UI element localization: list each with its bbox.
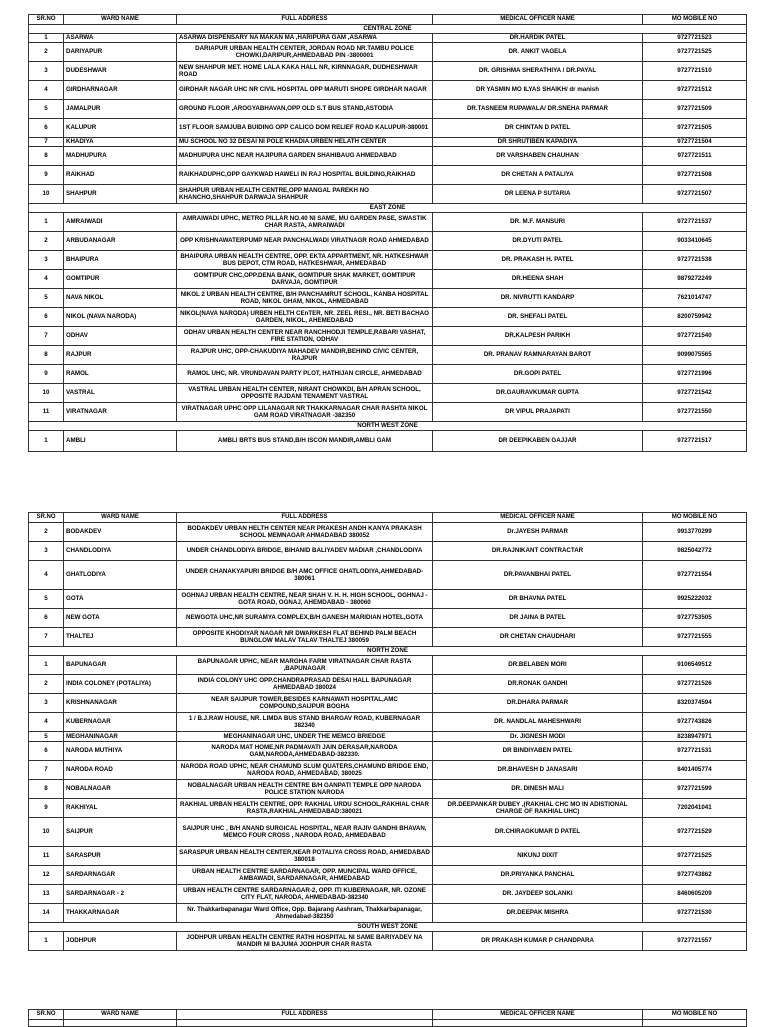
table-header-row [29, 513, 747, 523]
officer-cell: DR. NANDLAL MAHESHWARI [433, 713, 643, 732]
ward-cell: THALTEJ [64, 628, 177, 647]
table-row [29, 119, 747, 138]
table-row [29, 100, 747, 119]
table-row [29, 542, 747, 561]
header-ward-name: WARD NAME [64, 1010, 177, 1020]
sr-cell: 2 [29, 675, 64, 694]
officer-cell: DR CHETAN CHAUDHARI [433, 628, 643, 647]
table-row [29, 694, 747, 713]
sr-cell: 1 [29, 932, 64, 951]
sr-cell: 7 [29, 327, 64, 346]
table-row [29, 847, 747, 866]
zone-label: NORTH ZONE [29, 647, 747, 656]
mobile-cell: 9727721537 [643, 213, 747, 232]
ward-cell: KHADIYA [64, 138, 177, 147]
ward-cell: INDIA COLONEY (POTALIYA) [64, 675, 177, 694]
address-cell: 1 / B.J.RAW HOUSE, NR. LIMDA BUS STAND BHARGAV ROAD, KUBERNAGAR 382340 [177, 713, 433, 732]
zone-label: SOUTH WEST ZONE [29, 923, 747, 932]
officer-cell: DR BINDIYABEN PATEL [433, 742, 643, 761]
mobile-cell: 9727721525 [643, 847, 747, 866]
ward-cell: KUBERNAGAR [64, 713, 177, 732]
sr-cell: 4 [29, 81, 64, 100]
mobile-cell: 8460605209 [643, 885, 747, 904]
sr-cell: 1 [29, 431, 64, 452]
ward-cell: RAMOL [64, 365, 177, 384]
sr-cell: 13 [29, 885, 64, 904]
mobile-cell: 9727721542 [643, 384, 747, 403]
sr-cell: 5 [29, 590, 64, 609]
ward-cell: CHANDLODIYA [64, 542, 177, 561]
ward-cell: NARODA ROAD [64, 761, 177, 780]
sr-cell: 7 [29, 761, 64, 780]
mobile-cell: 9727721530 [643, 904, 747, 923]
mobile-cell: 9727721507 [643, 185, 747, 204]
address-cell: DARIAPUR URBAN HEALTH CENTER, JORDAN ROAD NR.TAMBU POLICE CHOWKI,DARIPUR,AHMEDABAD PIN -3800001 [177, 43, 433, 62]
mobile-cell: 7202041041 [643, 799, 747, 818]
officer-cell: DR.DEEPAK MISHRA [433, 904, 643, 923]
officer-cell: DR. ANKIT VAGELA [433, 43, 643, 62]
officer-cell: DR.RONAK GANDHI [433, 675, 643, 694]
mobile-cell: 9727721523 [643, 34, 747, 43]
ward-cell: BODAKDEV [64, 523, 177, 542]
sr-cell: 4 [29, 713, 64, 732]
address-cell: VIRATNAGAR UPHC OPP LILANAGAR NR THAKKARNAGAR CHAR RASHTA NIKOL GAM ROAD VIRATNAGAR -382350 [177, 403, 433, 422]
header-medical-officer: MEDICAL OFFICER NAME [433, 1010, 643, 1020]
mobile-cell: 8238947971 [643, 732, 747, 742]
ward-cell: VIRATNAGAR [64, 403, 177, 422]
table-row [29, 232, 747, 251]
ward-cell: SARASPUR [64, 847, 177, 866]
table-row [29, 384, 747, 403]
mobile-cell: 9727721529 [643, 818, 747, 847]
header-mobile: MO MOBILE NO [643, 15, 747, 25]
sr-cell: 9 [29, 799, 64, 818]
table-row [29, 675, 747, 694]
table-row [29, 628, 747, 647]
sr-cell: 10 [29, 384, 64, 403]
header-ward-name: WARD NAME [64, 15, 177, 25]
mobile-cell: 9106549512 [643, 656, 747, 675]
sr-cell: 6 [29, 119, 64, 138]
sr-cell: 2 [29, 232, 64, 251]
officer-cell: DR.HARDIK PATEL [433, 34, 643, 43]
address-cell: INDIA COLONY UHC OPP.CHANDRAPRASAD DESAI HALL BAPUNAGAR AHMEDABAD 380024 [177, 675, 433, 694]
mobile-cell: 9727721538 [643, 251, 747, 270]
table-body-2 [29, 523, 747, 951]
mobile-cell: 9727721555 [643, 628, 747, 647]
address-cell: NARODA MAT HOME,NR PADMAVATI JAIN DERASAR,NARODA GAM,NARODA,AHMEDABAD-382330. [177, 742, 433, 761]
table-row [29, 403, 747, 422]
ward-cell: NEW GOTA [64, 609, 177, 628]
officer-cell: DR. DINESH MALI [433, 780, 643, 799]
address-cell: NEWGOTA UHC,NR SURAMYA COMPLEX,B/H GANESH MARIDIAN HOTEL,GOTA [177, 609, 433, 628]
table-row [29, 166, 747, 185]
ward-cell: DUDESHWAR [64, 62, 177, 81]
mobile-cell: 9727721540 [643, 327, 747, 346]
mobile-cell: 9727721512 [643, 81, 747, 100]
sr-cell: 11 [29, 847, 64, 866]
header-full-address: FULL ADDRESS [177, 15, 433, 25]
mobile-cell: 9033410645 [643, 232, 747, 251]
mobile-cell: 9727721557 [643, 932, 747, 951]
sr-cell: 3 [29, 542, 64, 561]
sr-cell: 10 [29, 818, 64, 847]
ward-cell: GOMTIPUR [64, 270, 177, 289]
ward-cell: SHAHPUR [64, 185, 177, 204]
table-row [29, 185, 747, 204]
address-cell: UNDER CHANDLODIYA BRIDGE, BIHANID BALIYADEV MADIAR ,CHANDLODIYA [177, 542, 433, 561]
address-cell: NARODA ROAD UPHC, NEAR CHAMUND SLUM QUATERS,CHAMUND BRIDGE END, NARODA ROAD, AHMEDABAD, 380025 [177, 761, 433, 780]
mobile-cell: 9727721504 [643, 138, 747, 147]
officer-cell: DR.DHARA PARMAR [433, 694, 643, 713]
ward-cell: DARIYAPUR [64, 43, 177, 62]
officer-cell: DR.TASNEEM RUPAWALA/ DR.SNEHA PARMAR [433, 100, 643, 119]
officer-cell: DR. NIVRUTTI KANDARP [433, 289, 643, 308]
address-cell: AMBLI BRTS BUS STAND,B/H ISCON MANDIR,AMBLI GAM [177, 431, 433, 452]
header-medical-officer: MEDICAL OFFICER NAME [433, 513, 643, 523]
officer-cell: DR VARSHABEN CHAUHAN [433, 147, 643, 166]
address-cell: BODAKDEV URBAN HELTH CENTER NEAR PRAKESH ANDH KANYA PRAKASH SCHOOL MEMNAGAR AHMADABAD 380052 [177, 523, 433, 542]
ward-cell [64, 1020, 177, 1027]
mobile-cell: 9727721509 [643, 100, 747, 119]
officer-cell: DR PRAKASH KUMAR P CHANDPARA [433, 932, 643, 951]
ward-cell: ODHAV [64, 327, 177, 346]
officer-cell: DR.BELABEN MORI [433, 656, 643, 675]
officer-cell: DR.GAURAVKUMAR GUPTA [433, 384, 643, 403]
mobile-cell: 9727721996 [643, 365, 747, 384]
address-cell: RAJPUR UHC, OPP-CHAKUDIYA MAHADEV MANDIR,BEHIND CIVIC CENTER, RAJPUR [177, 346, 433, 365]
ward-cell: GHATLODIYA [64, 561, 177, 590]
address-cell: JODHPUR URBAN HEALTH CENTRE RATHI HOSPITAL NI SAME BARIYADEV NA MANDIR NI BAJUMA JODHPUR CHAR RASTA [177, 932, 433, 951]
sr-cell: 9 [29, 365, 64, 384]
table-header-row [29, 15, 747, 25]
mobile-cell: 9727721510 [643, 62, 747, 81]
address-cell: SAIJPUR UHC , B/H ANAND SURGICAL HOSPITAL, NEAR RAJIV GANDHI BHAVAN, MEMCO FOUR CROSS , NARODA ROAD, AHMEDABAD [177, 818, 433, 847]
sr-cell: 11 [29, 403, 64, 422]
address-cell: BAPUNAGAR UPHC, NEAR MARGHA FARM VIRATNAGAR CHAR RASTA ,BAPUNAGAR [177, 656, 433, 675]
ward-cell: NAVA NIKOL [64, 289, 177, 308]
ward-cell: RAKHIYAL [64, 799, 177, 818]
ward-cell: ARBUDANAGAR [64, 232, 177, 251]
officer-cell: Dr.JAYESH PARMAR [433, 523, 643, 542]
ward-cell: ASARWA [64, 34, 177, 43]
officer-cell: NIKUNJ DIXIT [433, 847, 643, 866]
table-row [29, 62, 747, 81]
sr-cell: 8 [29, 147, 64, 166]
sr-cell: 3 [29, 251, 64, 270]
header-sr-no: SR.NO [29, 15, 64, 25]
ward-cell: AMBLI [64, 431, 177, 452]
ward-cell: BHAIPURA [64, 251, 177, 270]
mobile-cell: 9727721526 [643, 675, 747, 694]
header-mobile: MO MOBILE NO [643, 1010, 747, 1020]
officer-cell: DR,KALPESH PARIKH [433, 327, 643, 346]
officer-cell: DR CHETAN A PATALIYA [433, 166, 643, 185]
header-sr-no: SR.NO [29, 1010, 64, 1020]
ward-cell: VASTRAL [64, 384, 177, 403]
zone-row [29, 25, 747, 34]
ward-cell: SARDARNAGAR - 2 [64, 885, 177, 904]
header-full-address: FULL ADDRESS [177, 1010, 433, 1020]
officer-cell: DR BHAVNA PATEL [433, 590, 643, 609]
officer-table-2 [28, 512, 747, 951]
header-ward-name: WARD NAME [64, 513, 177, 523]
ward-cell: GOTA [64, 590, 177, 609]
table-row [29, 346, 747, 365]
ward-cell: KALUPUR [64, 119, 177, 138]
ward-cell: GIRDHARNAGAR [64, 81, 177, 100]
address-cell: OPP KRISHNAWATERPUMP NEAR PANCHALWADI VIRATNAGR ROAD AHMEDABAD [177, 232, 433, 251]
officer-cell: DR.PAVANBHAI PATEL [433, 561, 643, 590]
ward-cell: SARDARNAGAR [64, 866, 177, 885]
sr-cell: 2 [29, 43, 64, 62]
sr-cell: 6 [29, 308, 64, 327]
address-cell: OGHNAJ URBAN HEALTH CENTRE, NEAR SHAH V. H. H. HIGH SCHOOL, OGHNAJ - GOTA ROAD, OGNAJ, AHEMDABAD - 380060 [177, 590, 433, 609]
ward-cell: KRISHNANAGAR [64, 694, 177, 713]
address-cell: VASTRAL URBAN HEALTH CENTER, NIRANT CHOWKDI, B/H APRAN SCHOOL, OPPOSITE RAJDANI TENAMENT VASTRAL [177, 384, 433, 403]
ward-cell: NOBALNAGAR [64, 780, 177, 799]
mobile-cell: 9727743862 [643, 866, 747, 885]
address-cell: URBAN HEALTH CENTRE SARDARNAGAR-2, OPP. ITI KUBERNAGAR, NR. OZONE CITY FLAT, NARODA, AHMEDABAD-382340 [177, 885, 433, 904]
address-cell: MU SCHOOL NO 32 DESAI NI POLE KHADIA URBEN HELATH CENTER [177, 138, 433, 147]
table-row [29, 523, 747, 542]
table-row [29, 932, 747, 951]
ward-cell: BAPUNAGAR [64, 656, 177, 675]
table-row [29, 818, 747, 847]
officer-cell: DR.PRIYANKA PANCHAL [433, 866, 643, 885]
sr-cell: 12 [29, 866, 64, 885]
sr-cell: 6 [29, 609, 64, 628]
table-row [29, 81, 747, 100]
table-row [29, 780, 747, 799]
mobile-cell [643, 1020, 747, 1027]
mobile-cell: 9099075565 [643, 346, 747, 365]
sr-cell: 6 [29, 742, 64, 761]
sr-cell: 9 [29, 166, 64, 185]
address-cell: MADHUPURA UHC NEAR HAJIPURA GARDEN SHAHIBAUG AHMEDABAD [177, 147, 433, 166]
sr-cell: 1 [29, 34, 64, 43]
mobile-cell: 9727721599 [643, 780, 747, 799]
mobile-cell: 9727721550 [643, 403, 747, 422]
sr-cell: 3 [29, 62, 64, 81]
address-cell: SHAHPUR URBAN HEALTH CENTRE,OPP MANGAL PAREKH NO KHANCHO,SHAHPUR DARWAJA SHAHPUR [177, 185, 433, 204]
sr-cell: 7 [29, 628, 64, 647]
table-row [29, 742, 747, 761]
table-row [29, 147, 747, 166]
address-cell: NIKOL(NAVA NARODA) URBEN HELTH CEnTER, NR. ZEEL RESI., NR. BETI BACHAO GARDEN, NIKOL, AHEMEDABAD [177, 308, 433, 327]
table-row [29, 270, 747, 289]
ward-cell: RAIKHAD [64, 166, 177, 185]
table-row [29, 885, 747, 904]
mobile-cell: 9825042772 [643, 542, 747, 561]
sr-cell: 8 [29, 346, 64, 365]
address-cell: OPPOSITE KHODIYAR NAGAR NR DWARKESH FLAT BEHIND PALM BEACH BUNGLOW MALAV TALAV THALTEJ 380059 [177, 628, 433, 647]
officer-cell: DR YASMIN MO ILYAS SHAIKH/ dr manish [433, 81, 643, 100]
table-row [29, 866, 747, 885]
sr-cell: 2 [29, 523, 64, 542]
sr-cell: 3 [29, 694, 64, 713]
sr-cell: 7 [29, 138, 64, 147]
address-cell: GOMTIPUR CHC,OPP.DENA BANK, GOMTIPUR SHAK MARKET, GOMTIPUR DARVAJA, GOMTIPUR [177, 270, 433, 289]
zone-row [29, 923, 747, 932]
mobile-cell: 9727721554 [643, 561, 747, 590]
address-cell: 1ST FLOOR SAMJUBA BUIDING OPP CALICO DOM RELIEF ROAD KALUPUR-380001 [177, 119, 433, 138]
zone-row [29, 647, 747, 656]
sr-cell: 1 [29, 656, 64, 675]
mobile-cell: 9727721508 [643, 166, 747, 185]
officer-cell: DR DEEPIKABEN GAJJAR [433, 431, 643, 452]
table-row [29, 561, 747, 590]
mobile-cell: 8401405774 [643, 761, 747, 780]
officer-cell: DR. PRANAV RAMNARAYAN BAROT [433, 346, 643, 365]
mobile-cell: 9727721505 [643, 119, 747, 138]
table-row [29, 656, 747, 675]
table-row [29, 327, 747, 346]
zone-label: NORTH WEST ZONE [29, 422, 747, 431]
address-cell: RAKHIAL URBAN HEALTH CENTRE, OPP. RAKHIAL URDU SCHOOL,RAKHIAL CHAR RASTA,RAKHIAL,AHMEDABAD:380021 [177, 799, 433, 818]
mobile-cell: 9925222032 [643, 590, 747, 609]
ward-cell: NIKOL (NAVA NARODA) [64, 308, 177, 327]
address-cell: NEW SHAHPUR MET. HOME LALA KAKA HALL NR, KIRNNAGAR, DUDHESHWAR ROAD [177, 62, 433, 81]
table-row [29, 799, 747, 818]
mobile-cell: 9727721517 [643, 431, 747, 452]
header-full-address: FULL ADDRESS [177, 513, 433, 523]
address-cell: URBAN HEALTH CENTRE SARDARNAGAR, OPP. MUNCIPAL WARD OFFICE, AMBAWADI, SARDARNAGAR, AHMEDABAD [177, 866, 433, 885]
address-cell: UNDER CHANAKYAPURI BRIDGE B/H AMC OFFICE GHATLODIYA,AHMEDABAD-380061 [177, 561, 433, 590]
address-cell: GROUND FLOOR ,AROGYABHAVAN,OPP OLD S.T BUS STAND,ASTODIA [177, 100, 433, 119]
officer-cell: Dr. JIGNESH MODI [433, 732, 643, 742]
mobile-cell: 9727753505 [643, 609, 747, 628]
table-row [29, 732, 747, 742]
officer-cell: DR. GRISHMA SHERATHIYA / DR.PAYAL [433, 62, 643, 81]
officer-cell: DR. JAYDEEP SOLANKI [433, 885, 643, 904]
zone-row [29, 422, 747, 431]
officer-cell: DR.BHAVESH D JANASARI [433, 761, 643, 780]
address-cell: NOBALNAGAR URBAN HEALTH CENTRE B/H GANPATI TEMPLE OPP NARODA POLICE STATION NARODA [177, 780, 433, 799]
sr-cell: 5 [29, 732, 64, 742]
officer-cell: DR. SHEFALI PATEL [433, 308, 643, 327]
officer-cell: DR JAINA B PATEL [433, 609, 643, 628]
sr-cell: 5 [29, 289, 64, 308]
table-row [29, 431, 747, 452]
officer-cell: DR.CHIRAGKUMAR D PATEL [433, 818, 643, 847]
mobile-cell: 9913770299 [643, 523, 747, 542]
table-row [29, 43, 747, 62]
officer-cell: DR.RAJNIKANT CONTRACTAR [433, 542, 643, 561]
sr-cell: 5 [29, 100, 64, 119]
zone-label: EAST ZONE [29, 204, 747, 213]
address-cell: MEGHANINAGAR UHC, UNDER THE MEMCO BRIEDGE [177, 732, 433, 742]
ward-cell: JAMALPUR [64, 100, 177, 119]
officer-cell: DR.DEEPANKAR DUBEY ,(RAKHIAL CHC MO IN ADISTIONAL CHARGE OF RAKHIAL UHC) [433, 799, 643, 818]
ward-cell: NARODA MUTHIYA [64, 742, 177, 761]
table-row [29, 1020, 747, 1027]
ward-cell: MEGHANINAGAR [64, 732, 177, 742]
table-row [29, 609, 747, 628]
address-cell: BHAIPURA URBAN HEALTH CENTRE, OPP. EKTA APPARTMENT, NR. HATKESHWAR BUS DEPOT, CTM ROAD, HATKESHWAR, AHMEDABAD [177, 251, 433, 270]
zone-row [29, 204, 747, 213]
table-row [29, 34, 747, 43]
officer-cell: DR CHINTAN D PATEL [433, 119, 643, 138]
officer-cell: DR. PRAKASH H. PATEL [433, 251, 643, 270]
officer-cell: DR.DYUTI PATEL [433, 232, 643, 251]
address-cell: RAIKHADUPHC,OPP GAYKWAD HAWELI IN RAJ HOSPITAL BUILDING,RAIKHAD [177, 166, 433, 185]
address-cell: ASARWA DISPENSARY NA MAKAN MA ,HARIPURA GAM ,ASARWA [177, 34, 433, 43]
table-row [29, 713, 747, 732]
address-cell: ODHAV URBAN HEALTH CENTER NEAR RANCHHODJI TEMPLE,RABARI VASHAT, FIRE STATION, ODHAV [177, 327, 433, 346]
header-sr-no: SR.NO [29, 513, 64, 523]
mobile-cell: 9727721531 [643, 742, 747, 761]
officer-cell: DR.HEENA SHAH [433, 270, 643, 289]
header-medical-officer: MEDICAL OFFICER NAME [433, 15, 643, 25]
table-row [29, 213, 747, 232]
mobile-cell: 8320374594 [643, 694, 747, 713]
ward-cell: RAJPUR [64, 346, 177, 365]
mobile-cell: 9727721525 [643, 43, 747, 62]
mobile-cell: 9727743826 [643, 713, 747, 732]
sr-cell: 1 [29, 213, 64, 232]
ward-cell: THAKKARNAGAR [64, 904, 177, 923]
address-cell [177, 1020, 433, 1027]
officer-cell [433, 1020, 643, 1027]
address-cell: NEAR SAIJPUR TOWER,BESIDES KARNAWATI HOSPITAL,AMC COMPOUND,SAIJPUR BOGHA [177, 694, 433, 713]
table-row [29, 138, 747, 147]
officer-table-1 [28, 14, 747, 452]
header-mobile: MO MOBILE NO [643, 513, 747, 523]
table-row [29, 289, 747, 308]
sr-cell: 8 [29, 780, 64, 799]
address-cell: GIRDHAR NAGAR UHC NR CIVIL HOSPITAL OPP MARUTI SHOPE GIRDHAR NAGAR [177, 81, 433, 100]
address-cell: NIKOL 2 URBAN HEALTH CENTRE, B/H PANCHAMRUT SCHOOL, KANBA HOSPITAL ROAD, NIKOL GHAM, NIKOL, AHMEDABAD [177, 289, 433, 308]
ward-cell: AMRAIWADI [64, 213, 177, 232]
zone-label: CENTRAL ZONE [29, 25, 747, 34]
mobile-cell: 9879272249 [643, 270, 747, 289]
mobile-cell: 8200759942 [643, 308, 747, 327]
address-cell: RAMOL UHC, NR. VRUNDAVAN PARTY PLOT, HATHIJAN CIRCLE, AHMEDABAD [177, 365, 433, 384]
ward-cell: SAIJPUR [64, 818, 177, 847]
table-row [29, 308, 747, 327]
sr-cell: 4 [29, 561, 64, 590]
table-header-row [29, 1010, 747, 1020]
table-row [29, 761, 747, 780]
mobile-cell: 9727721511 [643, 147, 747, 166]
table-body-1 [29, 25, 747, 452]
officer-cell: DR.GOPI PATEL [433, 365, 643, 384]
officer-cell: DR SHRUTIBEN KAPADIYA [433, 138, 643, 147]
table-row [29, 365, 747, 384]
address-cell: AMRAIWADI UPHC, METRO PILLAR NO.40 NI SAME, MU GARDEN PASE, SWASTIK CHAR RASTA, AMRAIWADI [177, 213, 433, 232]
officer-cell: DR. M.F. MANSURI [433, 213, 643, 232]
mobile-cell: 7621014747 [643, 289, 747, 308]
address-cell: Nr. Thakkarbapanagar Ward Office, Opp. Bajarang Aashram, Thakkarbapanagar, Ahmedabad-382350 [177, 904, 433, 923]
officer-cell: DR LEENA P SUTARIA [433, 185, 643, 204]
sr-cell: 14 [29, 904, 64, 923]
sr-cell [29, 1020, 64, 1027]
sr-cell: 10 [29, 185, 64, 204]
address-cell: SARASPUR URBAN HEALTH CENTER,NEAR POTALIYA CROSS ROAD, AHMEDABAD 380018 [177, 847, 433, 866]
table-row [29, 590, 747, 609]
ward-cell: MADHUPURA [64, 147, 177, 166]
officer-cell: DR VIPUL PRAJAPATI [433, 403, 643, 422]
table-row [29, 251, 747, 270]
table-row [29, 904, 747, 923]
officer-table-3 [28, 1009, 747, 1027]
sr-cell: 4 [29, 270, 64, 289]
ward-cell: JODHPUR [64, 932, 177, 951]
